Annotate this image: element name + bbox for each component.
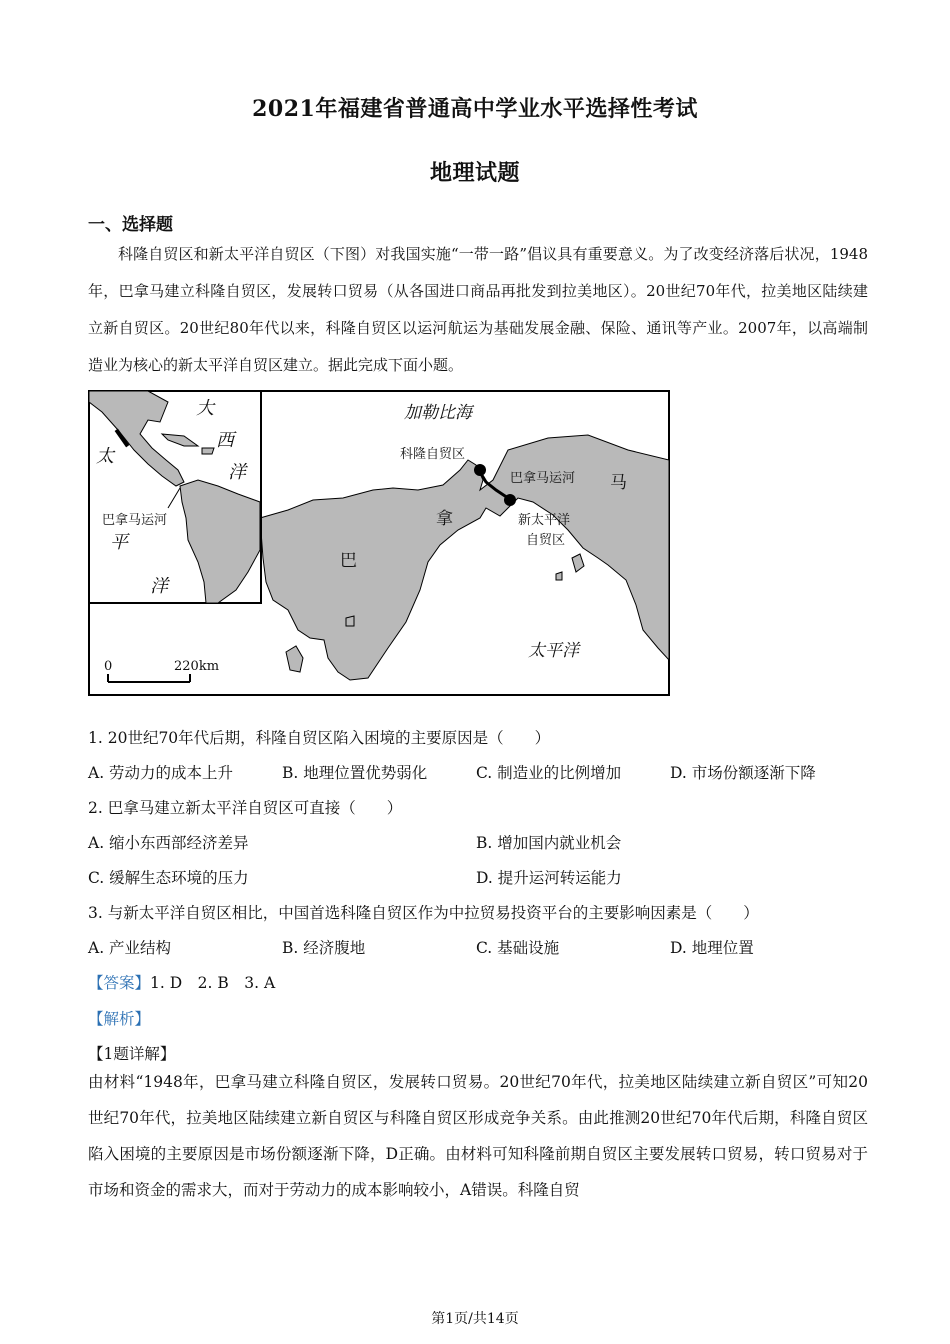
exam-title: 2021年福建省普通高中学业水平选择性考试 (252, 96, 698, 122)
detail-paragraph: 由材料“1948年，巴拿马建立科隆自贸区，发展转口贸易。20世纪70年代，拉美地区陆续建立新自贸区”可知20世纪70年代，拉美地区陆续建立新自贸区与科隆自贸区形成竞争关系。由此推测20世纪70年代后期，科隆自贸区陷入困境的主要原因是市场份额逐渐下降，D正确。由材料可知科隆前期自贸区主要发展转口贸易，转口贸易对于市场和资金的需求大，而对于劳动力的成本影响较小，A错误。科隆自贸 (88, 1073, 868, 1199)
caribbean-label: 加勒比海 (404, 403, 472, 423)
panama-map (88, 390, 670, 696)
q1-option-d: D. 市场份额逐渐下降 (670, 764, 816, 782)
section-title: 一、选择题 (88, 215, 173, 235)
inset-atlantic-3: 洋 (228, 462, 246, 483)
inset-pacific-1: 太 (96, 446, 114, 467)
question-2-stem: 2. 巴拿马建立新太平洋自贸区可直接（ ） (88, 799, 403, 817)
intro-paragraph: 科隆自贸区和新太平洋自贸区（下图）对我国实施“一带一路”倡议具有重要意义。为了改变经济落后状况，1948年，巴拿马建立科隆自贸区，发展转口贸易（从各国进口商品再批发到拉美地区）。20世纪70年代，拉美地区陆续建立新自贸区。20世纪80年代以来，科隆自贸区以运河航运为基础发展金融、保险、通讯等产业。2007年，以高端制造业为核心的新太平洋自贸区建立。据此完成下面小题。 (88, 245, 868, 374)
inset-atlantic-1: 大 (196, 398, 214, 419)
q3-option-b: B. 经济腹地 (282, 939, 366, 957)
answer-label: 【答案】 (88, 974, 151, 992)
pacific-label: 太平洋 (528, 641, 579, 661)
q2-option-b: B. 增加国内就业机会 (476, 834, 622, 852)
q3-option-c: C. 基础设施 (476, 939, 560, 957)
answer-text: 1. D 2. B 3. A (150, 974, 276, 992)
scale-zero: 0 (104, 659, 113, 674)
new-ftz-label-2: 自贸区 (526, 533, 566, 548)
page-footer: 第1页/共14页 (431, 1311, 519, 1327)
new-ftz-label-1: 新太平洋 (518, 513, 571, 528)
inset-atlantic-2: 西 (216, 430, 234, 451)
question-3-stem: 3. 与新太平洋自贸区相比，中国首选科隆自贸区作为中拉贸易投资平台的主要影响因素是（ ） (88, 904, 759, 922)
q1-option-b: B. 地理位置优势弱化 (282, 764, 428, 782)
q1-option-c: C. 制造业的比例增加 (476, 764, 622, 782)
country-char-1: 巴 (340, 551, 357, 571)
detail-label: 【1题详解】 (88, 1045, 176, 1063)
inset-pacific-3: 洋 (150, 576, 168, 597)
inset-canal-label: 巴拿马运河 (102, 513, 168, 528)
q3-option-a: A. 产业结构 (88, 939, 172, 957)
country-char-3: 马 (610, 473, 627, 493)
pearl-islands-2 (556, 572, 562, 580)
country-char-2: 拿 (436, 509, 453, 529)
question-1-stem: 1. 20世纪70年代后期，科隆自贸区陷入困境的主要原因是（ ） (88, 729, 551, 747)
q2-option-a: A. 缩小东西部经济差异 (88, 834, 249, 852)
canal-label: 巴拿马运河 (510, 471, 576, 486)
hispaniola (202, 448, 214, 454)
answer-line (88, 971, 275, 993)
q1-option-a: A. 劳动力的成本上升 (88, 764, 234, 782)
small-island (346, 616, 354, 626)
exam-subtitle: 地理试题 (429, 160, 520, 186)
inset-pacific-2: 平 (110, 532, 128, 553)
colon-ftz-label: 科隆自贸区 (400, 447, 466, 462)
q2-option-d: D. 提升运河转运能力 (476, 869, 622, 887)
q2-option-c: C. 缓解生态环境的压力 (88, 869, 249, 887)
analysis-label: 【解析】 (88, 1010, 151, 1028)
scale-km: 220km (174, 659, 220, 674)
q3-option-d: D. 地理位置 (670, 939, 754, 957)
